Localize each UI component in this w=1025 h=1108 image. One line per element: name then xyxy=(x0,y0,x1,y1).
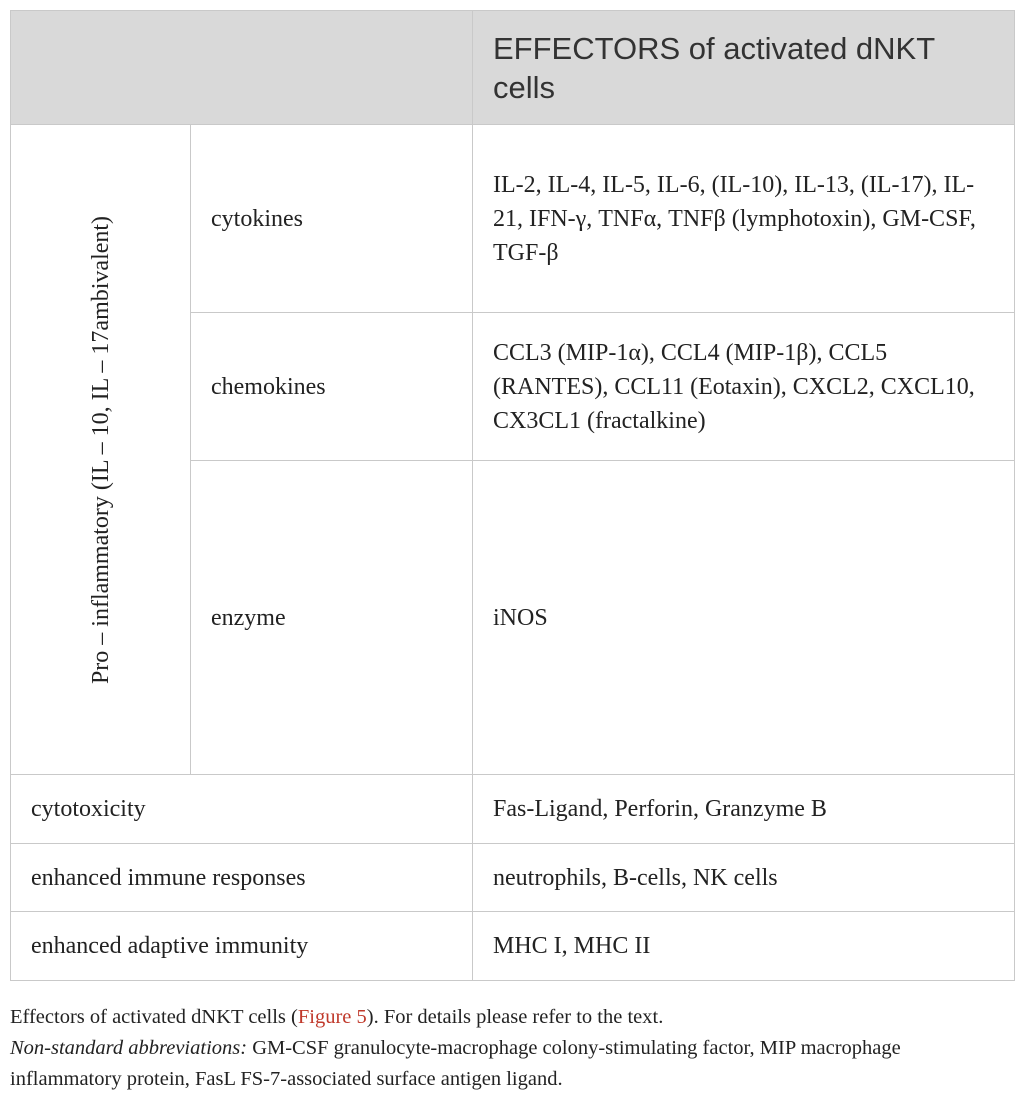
category-cell: enzyme xyxy=(191,461,473,775)
caption-text: ). For details please refer to the text. xyxy=(366,1006,664,1028)
effectors-cell: MHC I, MHC II xyxy=(473,912,1015,981)
table-row xyxy=(11,775,1015,844)
effectors-cell: neutrophils, B-cells, NK cells xyxy=(473,844,1015,912)
abbreviations-note xyxy=(10,1033,1014,1095)
effectors-cell: CCL3 (MIP-1α), CCL4 (MIP-1β), CCL5 (RANTES), CCL11 (Eotaxin), CXCL2, CXCL10, CX3CL1 (fractalkine) xyxy=(473,313,1015,461)
category-cell: enhanced immune responses xyxy=(11,844,473,912)
abbreviations-text: GM-CSF granulocyte-macrophage colony-stimulating factor, MIP macrophage inflammatory protein, FasL FS-7-associated surface antigen ligand. xyxy=(10,1037,901,1090)
effectors-cell: IL-2, IL-4, IL-5, IL-6, (IL-10), IL-13, (IL-17), IL-21, IFN-γ, TNFα, TNFβ (lymphotoxin), GM-CSF, TGF-β xyxy=(473,125,1015,313)
header-title-cell xyxy=(473,11,1015,125)
table-title: EFFECTORS of activated dNKT cells xyxy=(493,30,935,105)
header-empty-cell xyxy=(11,11,473,125)
table-row xyxy=(11,912,1015,981)
category-cell: enhanced adaptive immunity xyxy=(11,912,473,981)
table-caption xyxy=(10,1002,1014,1095)
effectors-cell: iNOS xyxy=(473,461,1015,775)
table-row xyxy=(11,844,1015,912)
group-label: Pro – inflammatory (IL – 10, IL – 17ambivalent) xyxy=(87,215,114,684)
category-cell: cytokines xyxy=(191,125,473,313)
category-cell: chemokines xyxy=(191,313,473,461)
table-row xyxy=(11,125,1015,313)
abbreviations-label: Non-standard abbreviations: xyxy=(10,1037,248,1059)
category-cell: cytotoxicity xyxy=(11,775,473,844)
effectors-cell: Fas-Ligand, Perforin, Granzyme B xyxy=(473,775,1015,844)
caption-line xyxy=(10,1002,1014,1033)
effectors-table xyxy=(10,10,1015,981)
group-label-cell xyxy=(11,125,191,775)
caption-text: Effectors of activated dNKT cells ( xyxy=(10,1006,298,1028)
table-header-row xyxy=(11,11,1015,125)
figure-5-link[interactable]: Figure 5 xyxy=(297,1006,367,1028)
